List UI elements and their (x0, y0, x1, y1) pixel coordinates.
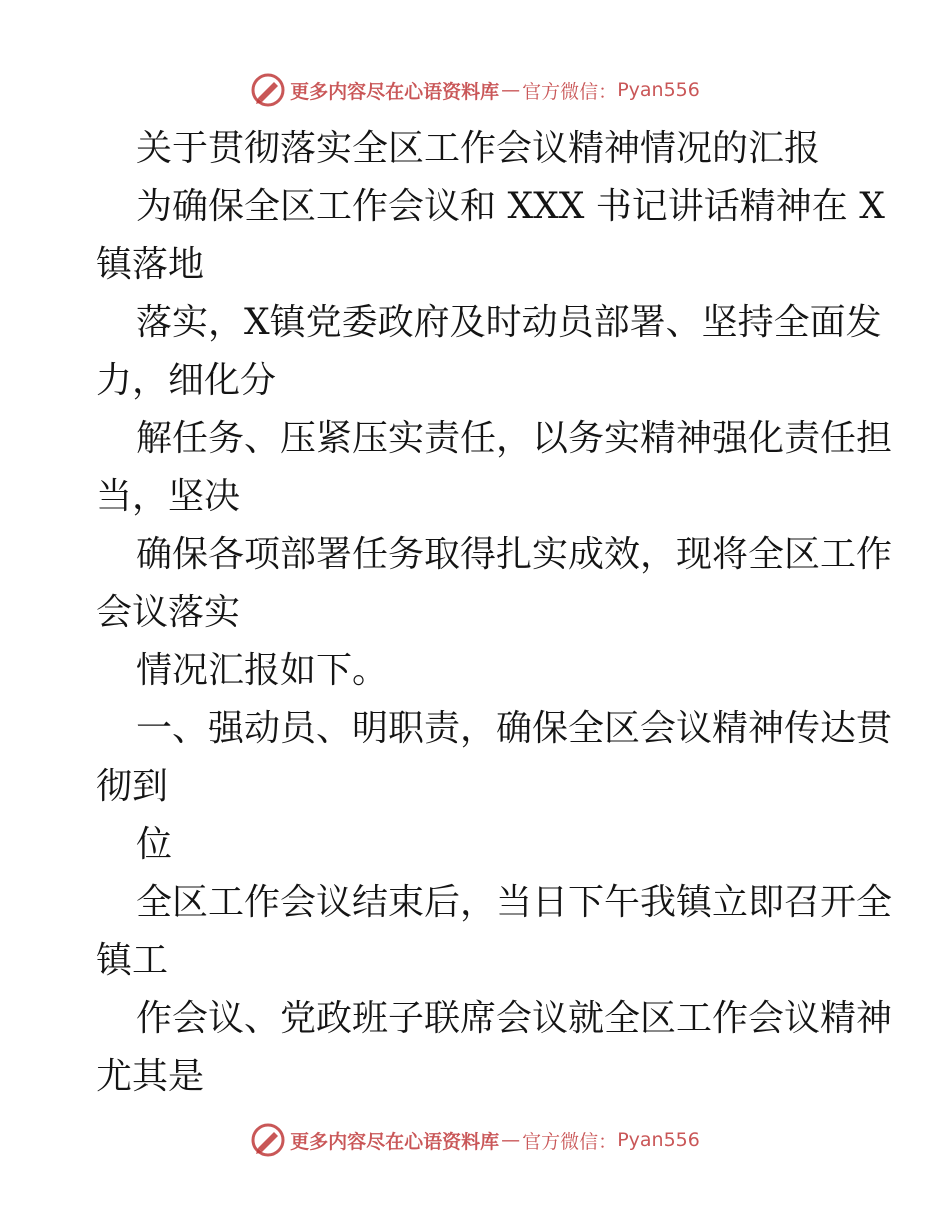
text-line: 解任务、压紧压实责任，以务实精神强化责任担 (136, 418, 893, 459)
document-title: 关于贯彻落实全区工作会议精神情况的汇报 (136, 128, 821, 169)
section-heading: 一、强动员、明职责，确保全区会议精神传达贯 (136, 708, 893, 749)
text-line: 镇工 (96, 940, 169, 981)
section-heading: 位 (136, 824, 173, 865)
watermark-dash: — (501, 1129, 521, 1151)
text-line: 情况汇报如下。 (136, 650, 389, 691)
watermark-handle-label: 官方微信： (522, 80, 618, 103)
section-heading: 彻到 (96, 766, 169, 807)
text-line: 落实，X镇党委政府及时动员部署、坚持全面发 (136, 302, 882, 343)
text-line: 力，细化分 (96, 360, 277, 401)
watermark-wechat-id: Pyan556 (617, 79, 700, 101)
text-line: 当，坚决 (96, 476, 241, 517)
watermark-dash: — (501, 79, 521, 101)
watermark-wechat-id: Pyan556 (617, 1129, 700, 1151)
text-line: 会议落实 (96, 592, 241, 633)
watermark-main-text: 更多内容尽在心语资料库 (290, 1130, 500, 1153)
document-body (96, 120, 893, 1106)
pen-logo-icon (250, 72, 286, 108)
pen-logo-icon (250, 1122, 286, 1158)
watermark-footer (0, 1120, 950, 1160)
text-line: 全区工作会议结束后，当日下午我镇立即召开全 (136, 882, 893, 923)
text-line: 作会议、党政班子联席会议就全区工作会议精神 (136, 998, 893, 1039)
watermark-handle-label: 官方微信： (522, 1130, 618, 1153)
text-line: 尤其是 (96, 1056, 205, 1097)
watermark-main-text: 更多内容尽在心语资料库 (290, 80, 500, 103)
text-line: 为确保全区工作会议和 XXX 书记讲话精神在 X (136, 186, 885, 227)
watermark-header (0, 70, 950, 110)
text-line: 确保各项部署任务取得扎实成效，现将全区工作 (136, 534, 893, 575)
text-line: 镇落地 (96, 244, 205, 285)
